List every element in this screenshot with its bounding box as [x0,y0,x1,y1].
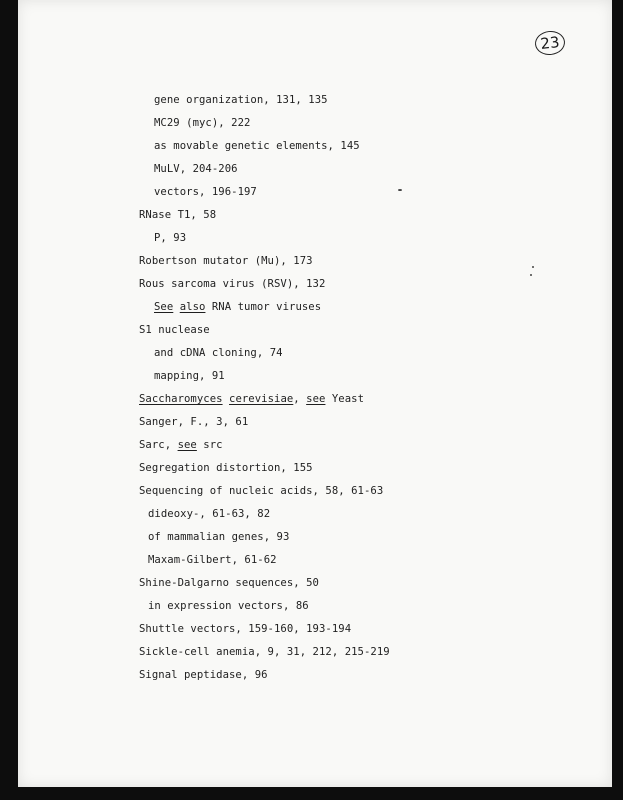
index-entry: Signal peptidase, 96 [139,669,268,681]
index-entry: S1 nuclease [139,324,210,336]
index-entry: Sarc, see src [139,439,223,451]
index-entry: Sickle-cell anemia, 9, 31, 212, 215-219 [139,646,390,658]
index-entry: Robertson mutator (Mu), 173 [139,255,313,267]
index-entry: Sanger, F., 3, 61 [139,416,249,428]
index-subentry: in expression vectors, 86 [148,600,309,612]
index-subentry: and cDNA cloning, 74 [154,347,283,359]
page-number: 23 [534,29,566,56]
index-subentry: dideoxy-, 61-63, 82 [148,508,271,520]
index-cross-reference: See also RNA tumor viruses [154,301,322,313]
index-entry: Sequencing of nucleic acids, 58, 61-63 [139,485,384,497]
index-subentry: vectors, 196-197 [154,186,257,198]
index-subentry: MC29 (myc), 222 [154,117,251,129]
index-subentry: P, 93 [154,232,187,244]
index-entry: Shine-Dalgarno sequences, 50 [139,577,319,589]
index-subentry: gene organization, 131, 135 [154,94,328,106]
index-entry: Saccharomyces cerevisiae, see Yeast [139,393,365,405]
index-entry: Segregation distortion, 155 [139,462,313,474]
index-subentry: Maxam-Gilbert, 61-62 [148,554,277,566]
index-entry: RNase T1, 58 [139,209,217,221]
index-subentry: MuLV, 204-206 [154,163,238,175]
index-entry: Shuttle vectors, 159-160, 193-194 [139,623,352,635]
index-subentry: mapping, 91 [154,370,225,382]
index-subentry: of mammalian genes, 93 [148,531,290,543]
index-subentry: as movable genetic elements, 145 [154,140,360,152]
index-entry: Rous sarcoma virus (RSV), 132 [139,278,326,290]
